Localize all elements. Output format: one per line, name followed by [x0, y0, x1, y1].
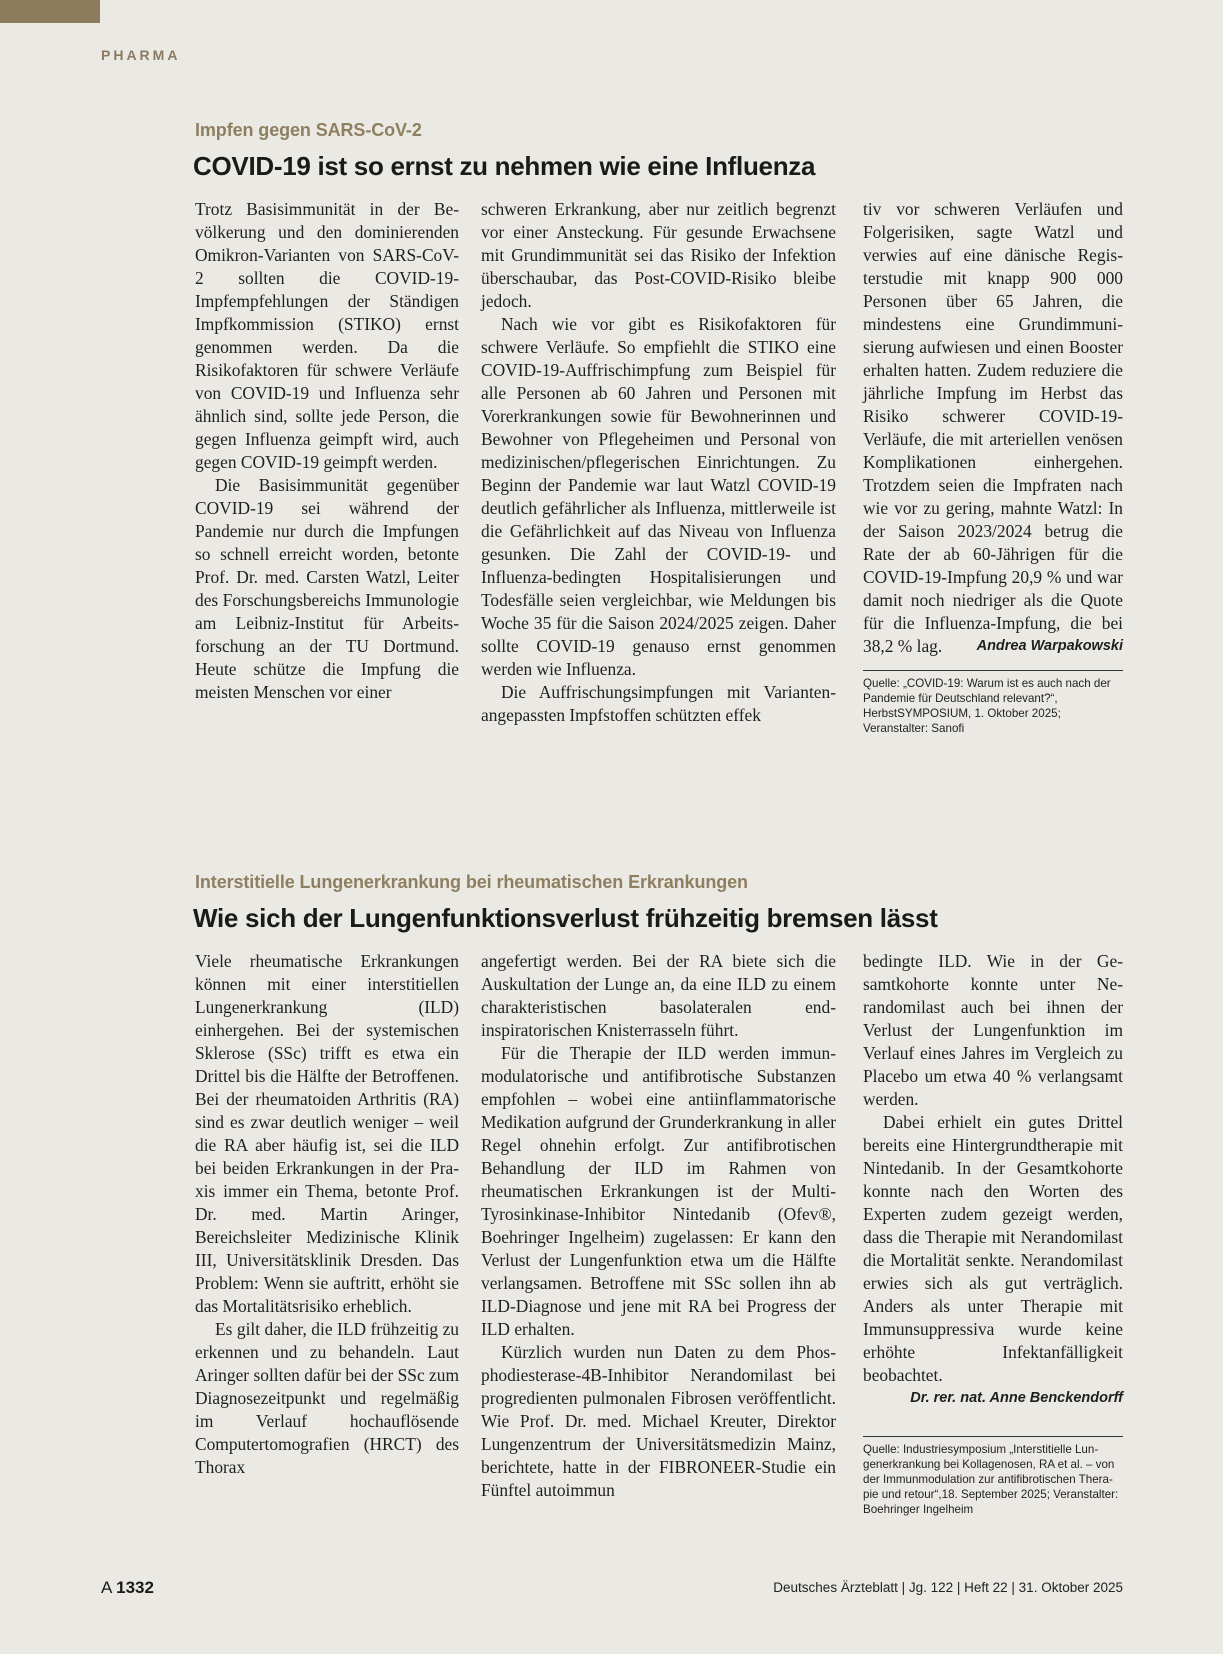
- article-headline: COVID-19 ist so ernst zu nehmen wie eine Influenza: [193, 151, 816, 181]
- paragraph: Die Basisimmunität gegenüber COVID-19 sei während der Pandemie nur durch die Impfungen so schnell erreicht worden, betonte Prof. Dr. med. Carsten Watzl, Leiter des Forschungsbereichs Immunologie am Leibniz-Institut für Arbeitsforschung an der TU Dortmund. Heute schütze die Impfung die meisten Menschen vor einer: [195, 475, 459, 702]
- paragraph: Trotz Basisimmunität in der Bevölkerung und den dominierenden Omikron-Varianten von SARS-CoV-2 sollten die COVID-19-Impfempfehlungen der Ständigen Impfkommission (STIKO) ernst genommen werden. Da die Risikofaktoren für schwere Verläufe von COVID-19 und Influenza sehr ähnlich sind, sollte jede Person, die gegen Influenza geimpft wird, auch gegen COVID-19 geimpft werden.: [195, 199, 459, 472]
- author-byline: Andrea Warpakowski: [976, 638, 1123, 654]
- section-label: PHARMA: [101, 47, 181, 63]
- column-1: [195, 198, 459, 704]
- column-2: [481, 950, 836, 1502]
- article-covid: [193, 120, 1123, 735]
- paragraph: bedingte ILD. Wie in der Gesamtkohorte konnte unter Nerandomilast auch bei ihnen der Verlust der Lungenfunktion im Verlauf eines Jahres im Vergleich zu Placebo um etwa 40 % verlangsamt werden.: [863, 951, 1123, 1109]
- column-2: [481, 198, 836, 727]
- page-number: [101, 1578, 154, 1598]
- paragraph: Nach wie vor gibt es Risikofaktoren für schwere Verläufe. So empfiehlt die STIKO eine COVID-19-Auffrischimpfung zum Beispiel für alle Personen ab 60 Jahren und Personen mit Vorerkrankungen sowie für Bewohnerinnen und Bewohner von Pflegeheimen und Personal von medizinischen/pflegerischen Einrichtungen. Zu Beginn der Pandemie war laut Watzl COVID-19 deutlich gefährlicher als Influenza, mittlerweile ist die Gefährlichkeit auf das Niveau von Influenza gesunken. Die Zahl der COVID-19- und Influenza-bedingten Hospitalisierungen und Todesfälle seien vergleichbar, wie Meldungen bis Woche 35 für die Saison 2024/2025 zeigen. Daher sollte COVID-19 genauso ernst genommen werden wie Influenza.: [481, 314, 836, 679]
- paragraph: Die Auffrischungsimpfungen mit Varianten-angepassten Impfstoffen schützten effek: [481, 682, 836, 725]
- paragraph: Es gilt daher, die ILD frühzeitig zu erkennen und zu behandeln. Laut Aringer sollten dafür bei der SSc zum Diagnosezeitpunkt und regelmäßig im Verlauf hochauflösende Computertomografien (HRCT) des Thorax: [195, 1319, 459, 1477]
- column-3: [863, 198, 1123, 736]
- column-3: [863, 950, 1123, 1517]
- column-1: [195, 950, 459, 1479]
- paragraph: tiv vor schweren Verläufen und Folgerisiken, sagte Watzl und verwies auf eine dänische Registerstudie mit knapp 900 000 Personen über 65 Jahren, die mindestens eine Grundimmunisierung aufwiesen und einen Booster erhalten hatten. Zudem reduziere die jährliche Impfung im Herbst das Risiko schwerer COVID-19-Verläufe, die mit arteriellen venösen Komplikationen einhergehen. Trotzdem seien die Impfraten nach wie vor zu gering, mahnte Watzl: In der Saison 2023/2024 betrug die Rate der ab 60-Jährigen für die COVID-19-Impfung 20,9 % und war damit noch niedriger als die Quote für die Influenza-Impfung, die bei 38,2 % lag.: [863, 199, 1123, 656]
- article-ild: [193, 872, 1123, 1516]
- article-kicker: Impfen gegen SARS-CoV-2: [195, 120, 422, 140]
- paragraph: schweren Erkrankung, aber nur zeitlich begrenzt vor einer Ansteckung. Für gesunde Erwachsene mit Grundimmunität sei das Risiko der Infektion überschaubar, das Post-COVID-Risiko bleibe jedoch.: [481, 199, 836, 311]
- article-headline: Wie sich der Lungenfunktionsverlust frühzeitig bremsen lässt: [193, 903, 938, 933]
- page-prefix: A: [101, 1578, 112, 1597]
- source-note: Quelle: „COVID-19: Warum ist es auch nach der Pandemie für Deutschland relevant?“, HerbstSYMPOSIUM, 1. Oktober 2025; Veranstalter: Sanofi: [863, 670, 1123, 736]
- paragraph: angefertigt werden. Bei der RA biete sich die Auskultation der Lunge an, da eine ILD zu einem charakteristischen basolateralen endinspiratorischen Knisterrasseln führt.: [481, 951, 836, 1040]
- page-number-value: 1332: [116, 1578, 154, 1597]
- paragraph: Viele rheumatische Erkrankungen können mit einer interstitiellen Lungenerkrankung (ILD) einhergehen. Bei der systemischen Sklerose (SSc) trifft es etwa ein Drittel bis die Hälfte der Betroffenen. Bei der rheumatoiden Arthritis (RA) sind es zwar deutlich weniger – weil die RA aber häufig ist, sei die ILD bei beiden Erkrankungen in der Praxis immer ein Thema, betonte Prof. Dr. med. Martin Aringer, Bereichsleiter Medizinische Klinik III, Universitätsklinik Dresden. Das Problem: Wenn sie auftritt, erhöht sie das Mortalitätsrisiko erheblich.: [195, 951, 459, 1316]
- author-byline: Dr. rer. nat. Anne Benckendorff: [910, 1390, 1123, 1406]
- article-kicker: Interstitielle Lungenerkrankung bei rheumatischen Erkrankungen: [195, 872, 748, 892]
- journal-citation: Deutsches Ärzteblatt | Jg. 122 | Heft 22 | 31. Oktober 2025: [773, 1580, 1123, 1595]
- source-note: Quelle: Industriesymposium „Interstitielle Lungenerkrankung bei Kollagenosen, RA et al. – von der Immunmodulation zur antifibrotischen Therapie und retour“,18. September 2025; Veranstalter: Boehringer Ingelheim: [863, 1436, 1123, 1517]
- paragraph: Kürzlich wurden nun Daten zu dem Phosphodiesterase-4B-Inhibitor Nerandomilast bei progredienten pulmonalen Fibrosen veröffentlicht. Wie Prof. Dr. med. Michael Kreuter, Direktor Lungenzentrum der Universitätsmedizin Mainz, berichtete, hatte in der FIBRONEER-Studie ein Fünftel autoimmun: [481, 1342, 836, 1500]
- paragraph: Für die Therapie der ILD werden immunmodulatorische und antifibrotische Substanzen empfohlen – wobei eine antiinflammatorische Medikation aufgrund der Grunderkrankung in aller Regel ohnehin erfolgt. Zur antifibrotischen Behandlung der ILD im Rahmen von rheumatischen Erkrankungen ist der Multi-Tyrosinkinase-Inhibitor Nintedanib (Ofev®, Boehringer Ingelheim) zugelassen: Er kann den Verlust der Lungenfunktion etwa um die Hälfte verlangsamen. Betroffene mit SSc sollen ihn ab ILD-Diagnose und jene mit RA bei Progress der ILD erhalten.: [481, 1043, 836, 1339]
- corner-color-block: [0, 0, 100, 23]
- paragraph: Dabei erhielt ein gutes Drittel bereits eine Hintergrundtherapie mit Nintedanib. In der Gesamtkohorte konnte nach den Worten des Experten zudem gezeigt werden, dass die Therapie mit Nerandomilast die Mortalität senkte. Nerandomilast erwies sich als gut verträglich. Anders als unter Therapie mit Immunsuppressiva wurde keine erhöhte Infektanfälligkeit beobachtet.: [863, 1112, 1123, 1385]
